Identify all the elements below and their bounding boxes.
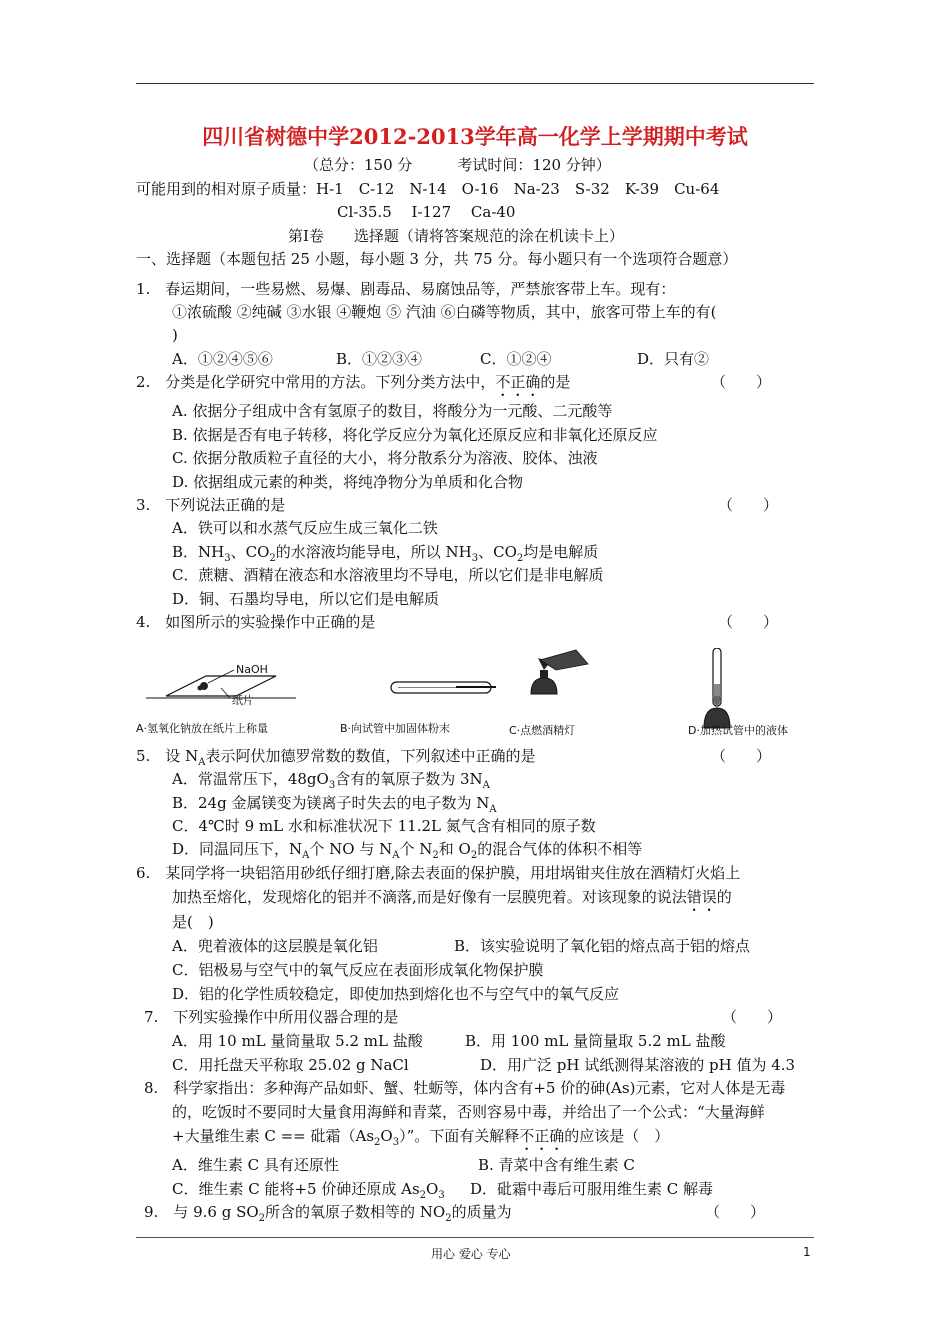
- q6-stem-end: 的: [716, 888, 732, 906]
- q6-stem-emphasis: 错误: [686, 888, 717, 906]
- subscript: 3: [328, 780, 336, 791]
- q2-stem-text: 2. 分类是化学研究中常用的方法。下列分类方法中，: [136, 373, 496, 391]
- q3-option-c: C．蔗糖、酒精在液态和水溶液里均不导电，所以它们是非电解质: [172, 566, 604, 584]
- atomic-masses-line1: 可能用到的相对原子质量：H-1 C-12 N-14 O-16 Na-23 S-32 K-39 Cu-64: [136, 180, 720, 198]
- subscript: 3: [471, 553, 479, 564]
- q5-option-c: C．4℃时 9 mL 水和标准状况下 11.2L 氮气含有相同的原子数: [172, 817, 596, 835]
- q1-stem: 1. 春运期间，一些易燃、易爆、剧毒品、易腐蚀品等，严禁旅客带上车。现有：: [136, 280, 676, 298]
- q3-option-b-text: 、CO: [478, 543, 517, 561]
- atomic-masses-line2: Cl-35.5 I-127 Ca-40: [337, 203, 516, 221]
- q1-stem-line2: ①浓硫酸 ②纯碱 ③水银 ④鞭炮 ⑤ 汽油 ⑥白磷等物质，其中，旅客可带上车的有(: [172, 303, 717, 321]
- q5-option-b: [172, 793, 497, 813]
- q5-option-d-text: 和 O: [438, 840, 471, 858]
- q2-answer-bracket: （ ）: [711, 373, 772, 391]
- q6-option-d: D．铝的化学性质较稳定，即使加热到熔化也不与空气中的氧气反应: [172, 985, 620, 1003]
- q3-option-b-text: 、CO: [230, 543, 270, 561]
- q1-stem-line3: ): [172, 326, 178, 344]
- q2-option-b: B. 依据是否有电子转移，将化学反应分为氧化还原反应和非氧化还原反应: [172, 426, 658, 444]
- q8-stem-text: O: [380, 1127, 393, 1145]
- q4-caption-c: C·点燃酒精灯: [509, 724, 576, 737]
- q3-option-b-text: B．NH: [172, 543, 225, 561]
- q5-option-a: [172, 769, 490, 789]
- q8-stem: 8. 科学家指出：多种海产品如虾、蟹、牡蛎等，体内含有+5 价的砷(As)元素，它对人体是无毒: [144, 1079, 786, 1097]
- subscript: 2: [258, 1213, 266, 1224]
- q8-option-c-text: O: [426, 1180, 439, 1198]
- q1-option-a: A．①②④⑤⑥: [172, 350, 273, 368]
- q5-stem: [136, 746, 535, 766]
- q3-stem: 3. 下列说法正确的是: [136, 496, 286, 514]
- q5-stem-text: 5. 设 N: [136, 747, 199, 765]
- q2-stem: [136, 372, 570, 400]
- q7-option-c: C．用托盘天平称取 25.02 g NaCl: [172, 1056, 409, 1074]
- q3-option-b-text: 均是电解质: [523, 543, 599, 561]
- subscript: 2: [445, 1213, 452, 1224]
- q8-stem-line2: 的，吃饭时不要同时大量食用海鲜和青菜，否则容易中毒，并给出了一个公式：“大量海鲜: [172, 1103, 765, 1121]
- q6-stem: 6. 某同学将一块铝箔用砂纸仔细打磨,除去表面的保护膜，用坩埚钳夹住放在酒精灯火焰上: [136, 864, 741, 882]
- q4-caption-d: D·加热试管中的液体: [688, 724, 788, 737]
- q9-stem-text: 的质量为: [451, 1203, 512, 1221]
- q7-option-a: A．用 10 mL 量筒量取 5.2 mL 盐酸: [172, 1032, 423, 1050]
- figure-c-alcohol-lamp: [531, 650, 588, 694]
- top-rule: [136, 83, 814, 84]
- q5-option-d-text: D．同温同压下，N: [172, 840, 303, 858]
- figure-d-heating: [704, 648, 730, 728]
- page-title: 四川省树德中学2012-2013学年高一化学上学期期中考试: [202, 124, 748, 149]
- q5-option-d-text: 的混合气体的体积不相等: [477, 840, 643, 858]
- footer-rule: [136, 1237, 814, 1238]
- q1-option-c: C．①②④: [480, 350, 552, 368]
- q3-option-b: [172, 542, 598, 562]
- subscript: 2: [470, 850, 478, 861]
- q6-option-a: A．兜着液体的这层膜是氧化铝: [172, 937, 378, 955]
- subscript: 2: [419, 1190, 427, 1201]
- q5-option-d-text: 个 N: [399, 840, 433, 858]
- subscript: 3: [224, 553, 231, 564]
- q1-option-b: B．①②③④: [336, 350, 423, 368]
- footer-slogan: 用心 爱心 专心: [431, 1247, 511, 1261]
- figure-b-test-tube: [391, 682, 496, 693]
- figure-a-weighing: [146, 663, 296, 707]
- q7-stem: 7. 下列实验操作中所用仪器合理的是: [144, 1008, 399, 1026]
- q4-caption-b: B·向试管中加固体粉末: [340, 722, 451, 735]
- subscript: 3: [438, 1190, 445, 1201]
- label-paper: 纸片: [232, 694, 254, 707]
- q8-stem-text: 的应该是（ ）: [564, 1127, 670, 1145]
- q4-caption-a: A·氢氧化钠放在纸片上称量: [136, 722, 269, 735]
- q5-option-a-text: 含有的氧原子数为 3N: [335, 770, 483, 788]
- q8-stem-emphasis: 不正确: [519, 1127, 565, 1145]
- q9-stem-text: 9. 与 9.6 g SO: [144, 1203, 259, 1221]
- q4-answer-bracket: （ ）: [718, 613, 779, 631]
- q8-stem-text: +大量维生素 C == 砒霜（As: [172, 1127, 375, 1145]
- q5-option-b-text: B．24g 金属镁变为镁离子时失去的电子数为 N: [172, 794, 490, 812]
- q8-option-d: D．砒霜中毒后可服用维生素 C 解毒: [470, 1180, 714, 1198]
- q8-option-b: B. 青菜中含有维生素 C: [478, 1156, 635, 1174]
- q9-stem: [144, 1202, 512, 1222]
- q2-stem-end: 的是: [540, 373, 571, 391]
- q6-option-b: B．该实验说明了氧化铝的熔点高于铝的熔点: [454, 937, 751, 955]
- q6-stem-line3: 是( ): [172, 913, 214, 931]
- subscript: 2: [516, 553, 524, 564]
- q2-stem-emphasis: 不正确: [495, 373, 541, 391]
- q6-stem-line2: [172, 887, 732, 915]
- q2-option-a: A. 依据分子组成中含有氢原子的数目，将酸分为一元酸、二元酸等: [172, 402, 613, 420]
- q1-option-d: D．只有②: [637, 350, 710, 368]
- q3-option-d: D．铜、石墨均导电，所以它们是电解质: [172, 590, 440, 608]
- q3-option-b-text: 的水溶液均能导电，所以 NH: [275, 543, 472, 561]
- subscript: 2: [374, 1137, 381, 1148]
- subscript: 3: [392, 1137, 400, 1148]
- q8-stem-line3: [172, 1126, 669, 1154]
- subscript: A: [198, 757, 206, 768]
- exam-meta: （总分：150 分 考试时间：120 分钟）: [304, 156, 611, 174]
- q8-stem-text: ）”。下面有关解释: [399, 1127, 520, 1145]
- q5-stem-text: 表示阿伏加德罗常数的数值，下列叙述中正确的是: [205, 747, 536, 765]
- q6-stem-text: 加热至熔化，发现熔化的铝并不滴落,而是好像有一层膜兜着。对该现象的说法: [172, 888, 687, 906]
- subscript: A: [489, 804, 497, 815]
- q5-answer-bracket: （ ）: [711, 747, 772, 765]
- section-heading: 一、选择题（本题包括 25 小题，每小题 3 分，共 75 分。每小题只有一个选项符合题意）: [136, 250, 738, 268]
- page-number: 1: [803, 1245, 811, 1259]
- q4-stem: 4. 如图所示的实验操作中正确的是: [136, 613, 376, 631]
- q5-option-a-text: A．常温常压下，48gO: [172, 770, 329, 788]
- q7-answer-bracket: （ ）: [722, 1008, 783, 1026]
- q5-option-d-text: 个 NO 与 N: [309, 840, 393, 858]
- q3-answer-bracket: （ ）: [718, 496, 779, 514]
- q8-option-c-text: C．维生素 C 能将+5 价砷还原成 As: [172, 1180, 420, 1198]
- label-naoh: NaOH: [236, 663, 268, 676]
- q7-option-b: B．用 100 mL 量筒量取 5.2 mL 盐酸: [465, 1032, 726, 1050]
- subscript: A: [392, 850, 400, 861]
- q3-option-a: A．铁可以和水蒸气反应生成三氧化二铁: [172, 519, 438, 537]
- q2-option-c: C. 依据分散质粒子直径的大小，将分散系分为溶液、胶体、浊液: [172, 449, 598, 467]
- q9-stem-text: 所含的氧原子数相等的 NO: [265, 1203, 446, 1221]
- q7-option-d: D．用广泛 pH 试纸测得某溶液的 pH 值为 4.3: [480, 1056, 796, 1074]
- q9-answer-bracket: （ ）: [705, 1203, 766, 1221]
- part1-heading: 第Ⅰ卷 选择题（请将答案规范的涂在机读卡上）: [288, 227, 624, 245]
- subscript: 2: [432, 850, 439, 861]
- subscript: A: [302, 850, 310, 861]
- q5-option-d: [172, 839, 642, 859]
- q8-option-c: [172, 1179, 445, 1199]
- subscript: A: [482, 780, 490, 791]
- subscript: 2: [269, 553, 276, 564]
- q2-option-d: D. 依据组成元素的种类，将纯净物分为单质和化合物: [172, 473, 524, 491]
- q6-option-c: C．铝极易与空气中的氧气反应在表面形成氧化物保护膜: [172, 961, 544, 979]
- q8-option-a: A．维生素 C 具有还原性: [172, 1156, 339, 1174]
